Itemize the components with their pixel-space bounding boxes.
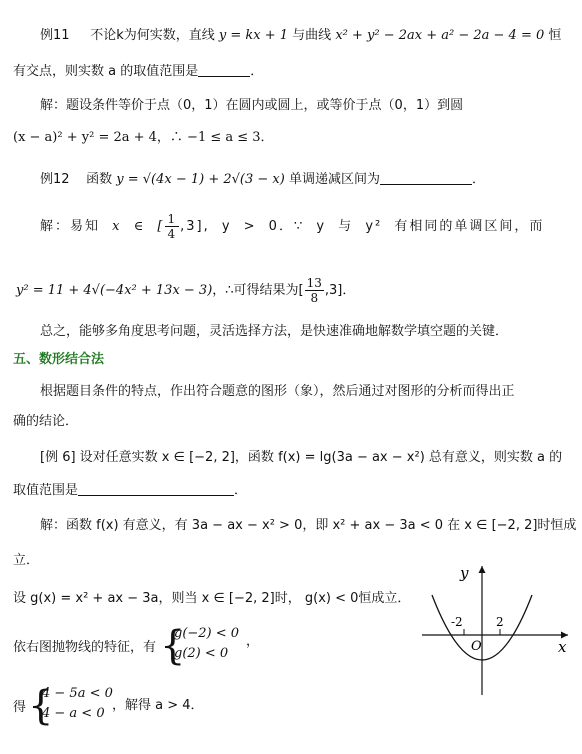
brace-symbol: { <box>160 623 186 669</box>
fraction-numerator: 13 <box>306 276 322 290</box>
ex11-text: 不论k为何实数，直线 <box>90 28 215 43</box>
summary-text: 总之，能够多角度思考问题，灵活选择方法，是快速准确地解数学填空题的关键． <box>40 324 509 339</box>
answer-blank <box>198 62 250 77</box>
fraction <box>305 276 324 305</box>
ex6-solution-line2: 立． <box>13 553 40 568</box>
ex12-function: y = √(4x − 1) + 2√(3 − x) <box>116 172 285 187</box>
system-line: g(−2) < 0 <box>174 626 240 641</box>
ex6-text: ． <box>234 483 248 498</box>
ex11-curve-equation: x² + y² − 2ax + a² − 2a − 4 = 0 <box>335 28 545 43</box>
x-axis-label: x <box>558 638 567 656</box>
ex6-text: 取值范围是 <box>13 483 79 498</box>
origin-label: O <box>471 639 482 654</box>
ex11-text: 与曲线 <box>292 28 332 43</box>
ex12-solution-line2 <box>16 276 355 305</box>
answer-blank <box>380 170 472 185</box>
system-line: 4 − a < 0 <box>42 706 105 721</box>
system-lines <box>42 684 113 724</box>
ex6-solution-line4 <box>13 638 156 658</box>
ex6-solution-line5 <box>13 698 26 718</box>
ex11-question-line1 <box>40 26 561 46</box>
system-lines <box>174 624 239 664</box>
ex6-question-line1: [例 6] 设对任意实数 x ∈ [−2, 2]，函数 f(x) = lg(3a − ax − x²) 总有意义，则实数 a 的 <box>40 450 563 465</box>
ex6-solution-line1: 解：函数 f(x) 有意义，有 3a − ax − x² > 0，即 x² + ax − 3a < 0 在 x ∈ [−2, 2]时恒成 <box>40 518 577 533</box>
fraction-denominator: 8 <box>310 291 319 305</box>
ex11-question-line2 <box>13 62 263 82</box>
ex11-solution-line1: 解：题设条件等价于点（0，1）在圆内或圆上，或等价于点（0，1）到圆 <box>40 98 464 113</box>
ex11-text: 恒 <box>548 28 562 43</box>
fraction <box>165 212 179 241</box>
parabola-graph <box>418 560 578 700</box>
ex11-text: 有交点，则实数 a 的取值范围是 <box>13 64 199 79</box>
system-end: ， <box>246 634 260 649</box>
fraction-denominator: 4 <box>167 227 178 241</box>
brace-symbol: { <box>28 683 54 729</box>
system-line: g(2) < 0 <box>174 646 229 661</box>
ex12-text: 函数 <box>86 172 113 187</box>
section-intro-line1: 根据题目条件的特点，作出符合题意的图形（象），然后通过对图形的分析而得出正 <box>40 384 515 399</box>
ex6-question-line2 <box>13 481 247 501</box>
answer-blank <box>78 481 234 496</box>
tick-label-left: -2 <box>451 615 463 629</box>
ex12-solution-line1 <box>40 212 544 241</box>
ex12-text: ，∴可得结果为[ <box>212 283 304 298</box>
ex6-text: 得 <box>13 700 27 715</box>
ex11-line-equation: y = kx + 1 <box>218 28 289 43</box>
ex12-text: ． <box>471 172 485 187</box>
section-heading: 五、数形结合法 <box>13 352 105 367</box>
ex11-label: 例11 <box>40 28 70 43</box>
ex11-solution-line2: (x − a)² + y² = 2a + 4，∴ −1 ≤ a ≤ 3． <box>13 130 274 145</box>
ex12-equation: y² = 11 + 4√(−4x² + 13x − 3) <box>16 283 213 298</box>
system-line: 4 − 5a < 0 <box>42 686 113 701</box>
section-intro-line2: 确的结论． <box>13 414 79 429</box>
system-end: ，解得 a > 4． <box>112 698 204 713</box>
ex12-text: 单调递减区间为 <box>288 172 380 187</box>
ex11-text: ． <box>250 64 264 79</box>
ex12-question <box>40 170 485 190</box>
ex12-text: x ∈ [ <box>112 219 165 234</box>
ex12-label: 例12 <box>40 172 70 187</box>
ex12-text: 解：易知 <box>40 219 101 234</box>
ex12-text: ,3]． <box>324 283 356 298</box>
ex6-solution-line3: 设 g(x) = x² + ax − 3a，则当 x ∈ [−2, 2]时， g(x) < 0恒成立． <box>13 591 411 606</box>
fraction-numerator: 1 <box>167 212 178 226</box>
tick-label-right: 2 <box>496 615 504 629</box>
y-axis-label: y <box>460 564 469 582</box>
ex12-text: ,3], y > 0．∵ y 与 y² 有相同的单调区间，而 <box>180 219 545 234</box>
ex6-text: 依右图抛物线的特征，有 <box>13 640 157 655</box>
